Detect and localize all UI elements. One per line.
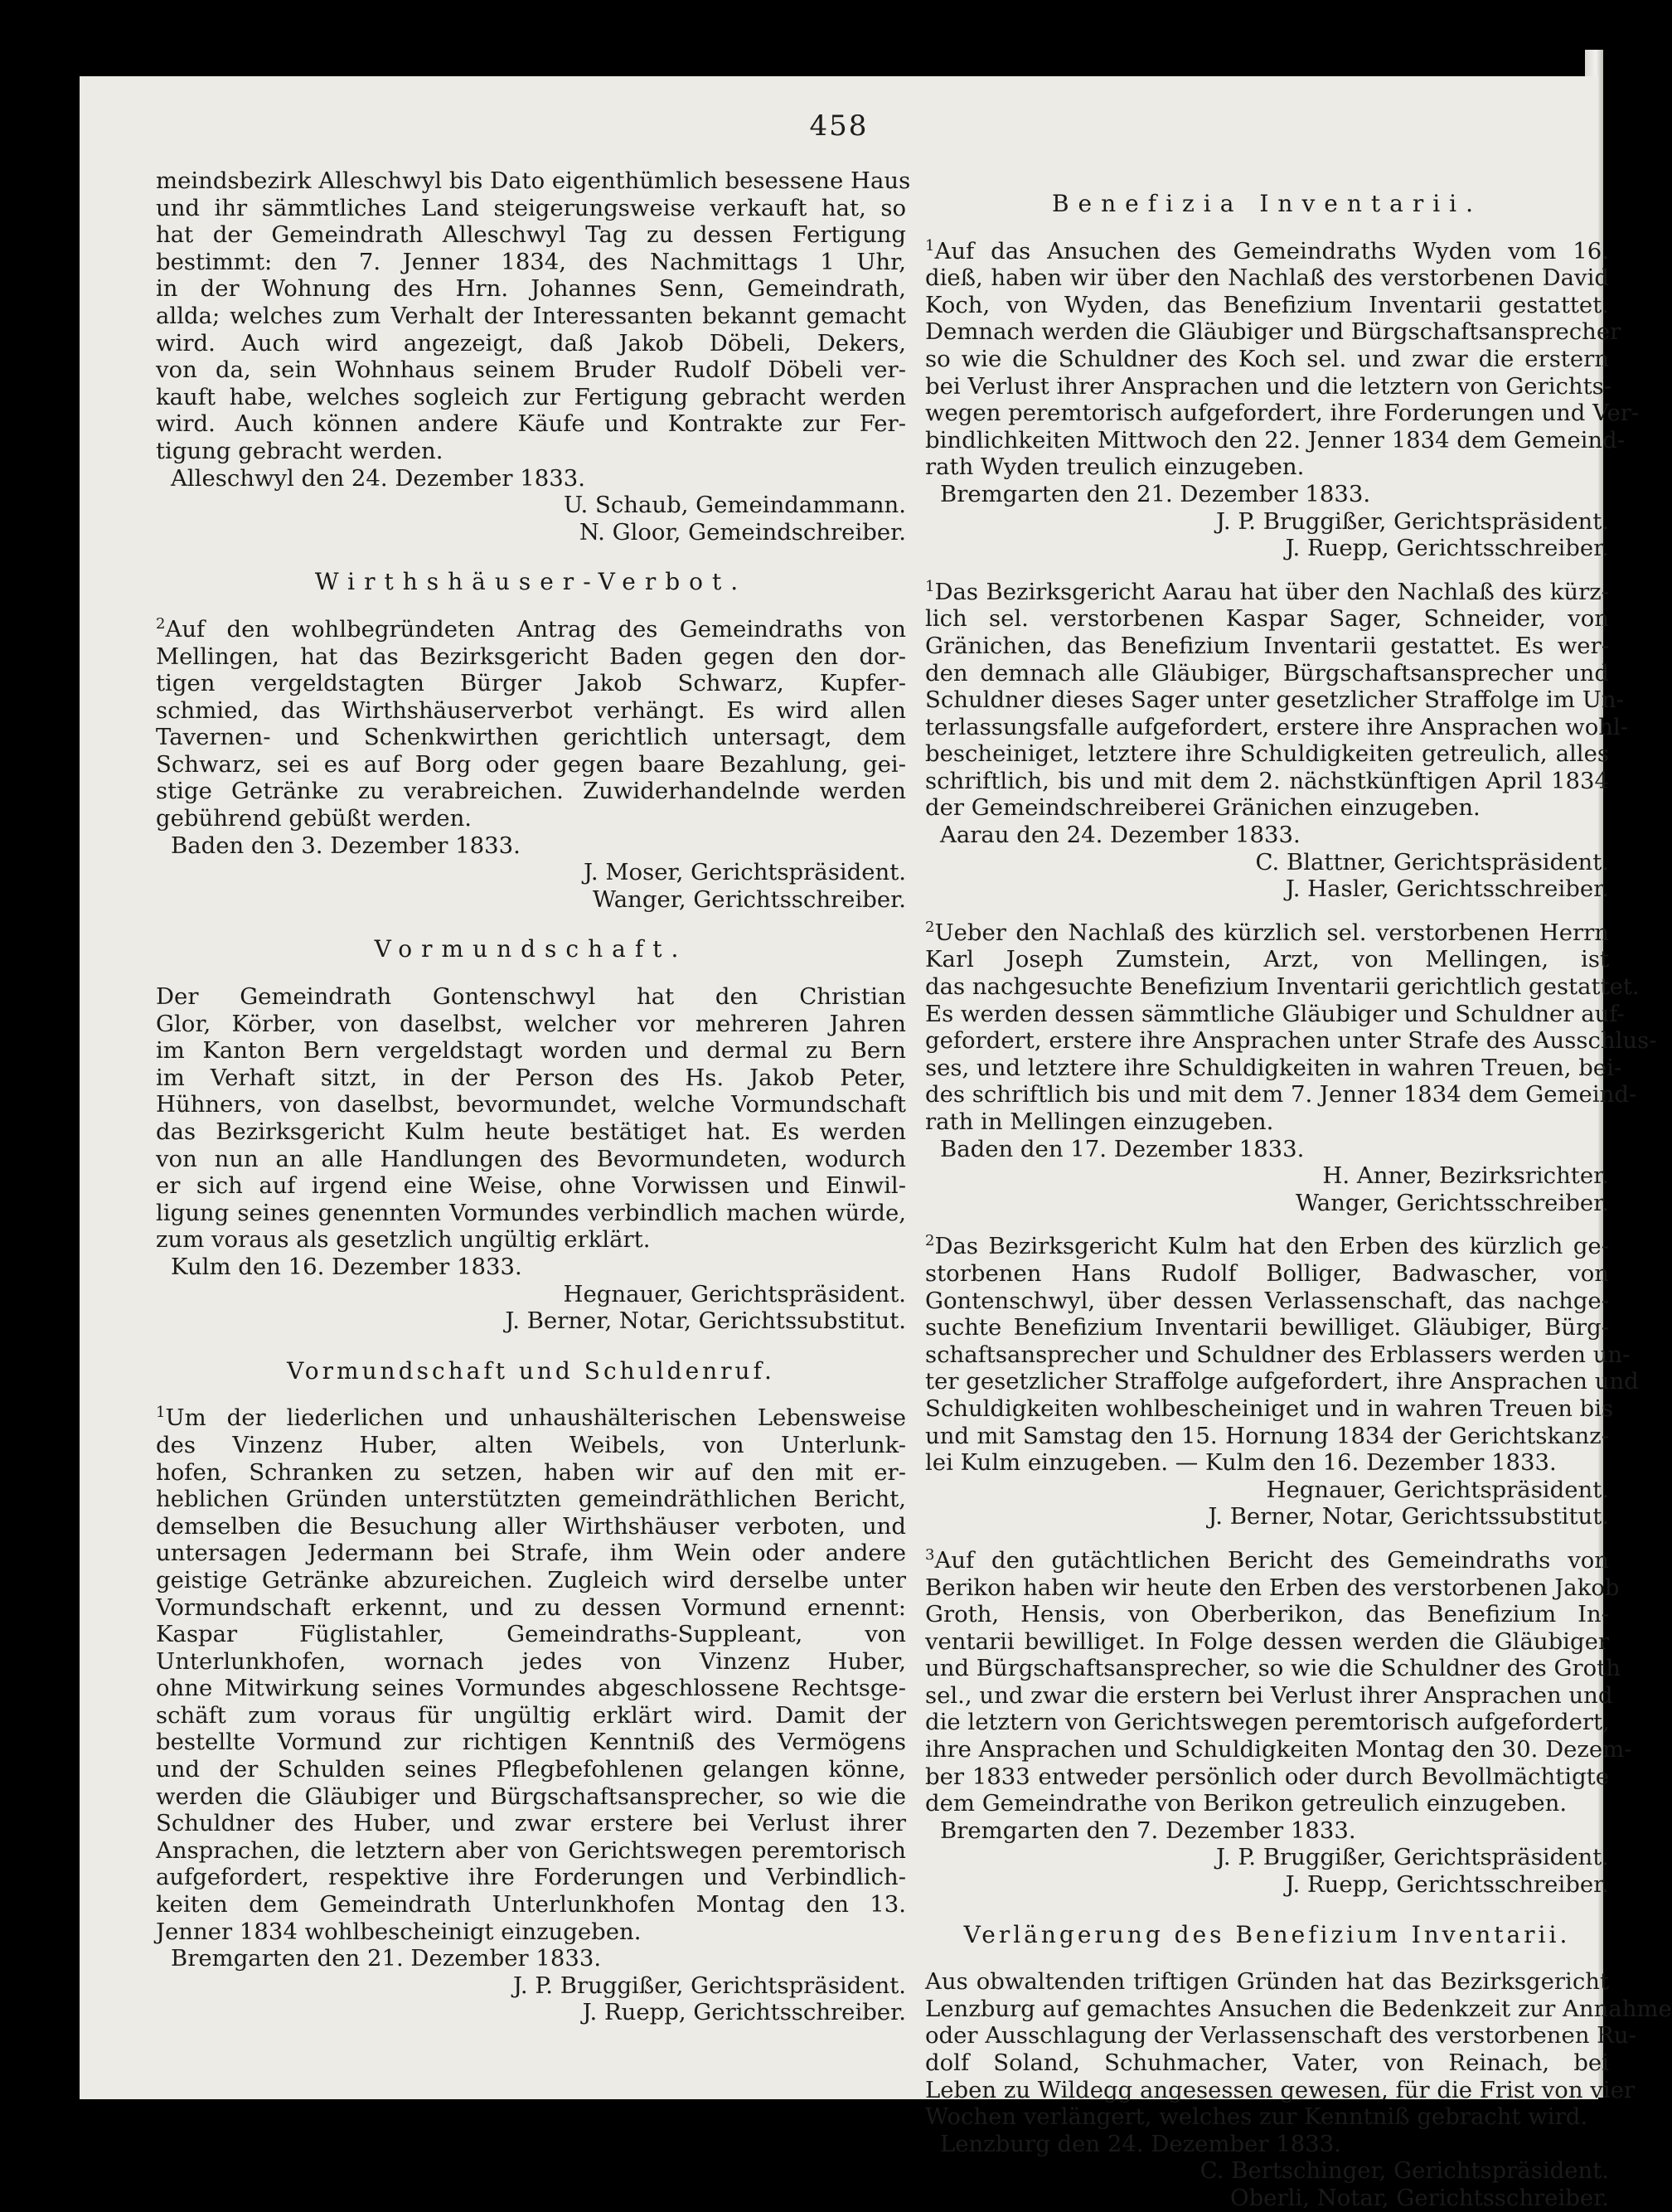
notice-block — [925, 190, 1640, 562]
notice-body — [925, 1545, 1632, 1817]
body-line: lich sel. verstorbenen Kaspar Sager, Schneider, von — [925, 605, 1609, 633]
notice-gap — [925, 562, 1609, 579]
body-line — [925, 919, 1609, 947]
notice-body — [925, 236, 1640, 481]
body-line: er sich auf irgend eine Weise, ohne Vorwissen und Einwil- — [156, 1172, 906, 1200]
body-line: schaftsansprecher und Schuldner des Erblassers werden un- — [925, 1341, 1631, 1368]
notice-body — [925, 918, 1657, 1136]
body-line: und mit Samstag den 15. Hornung 1834 der Gerichtskanz- — [925, 1422, 1609, 1449]
body-line: oder Ausschlagung der Verlassenschaft des verstorbenen Ru- — [925, 2022, 1636, 2049]
signature: C. Bertschinger, Gerichtspräsident. — [1199, 2157, 1609, 2185]
signature: J. P. Bruggißer, Gerichtspräsident. — [1216, 1844, 1609, 1871]
body-line: so wie die Schuldner des Koch sel. und zwar die erstern — [925, 345, 1609, 372]
body-line: dieß, haben wir über den Nachlaß des verstorbenen David — [925, 264, 1609, 292]
body-line: lei Kulm einzugeben. — Kulm den 16. Dezember 1833. — [925, 1449, 1557, 1477]
body-line: Wochen verlängert, welches zur Kenntniß gebracht wird. — [925, 2103, 1588, 2131]
body-line: tigen vergeldstagten Bürger Jakob Schwarz, Kupfer- — [156, 670, 906, 697]
body-line: wird. Auch können andere Käufe und Kontrakte zur Fer- — [156, 410, 906, 438]
body-line: ter gesetzlicher Straffolge aufgefordert, ihre Ansprachen und — [925, 1368, 1639, 1395]
body-line: Schuldigkeiten wohlbescheiniget und in wahren Treuen bis — [925, 1395, 1614, 1422]
body-line: aufgefordert, respektive ihre Forderungen und Verbindlich- — [156, 1864, 906, 1891]
body-line-text: Das Bezirksgericht Kulm hat den Erben des kürzlich ge- — [934, 1233, 1609, 1260]
body-line — [156, 1404, 906, 1432]
body-line: demselben die Besuchung aller Wirthshäuser verboten, und — [156, 1512, 906, 1540]
body-line: heblichen Gründen unterstützten gemeindräthlichen Bericht, — [156, 1486, 906, 1513]
body-line: bei Verlust ihrer Ansprachen und die letztern von Gerichts- — [925, 372, 1612, 400]
body-line: Lenzburg auf gemachtes Ansuchen die Bedenkzeit zur Annahme — [925, 1995, 1672, 2022]
body-line: stige Getränke zu verabreichen. Zuwiderhandelnde werden — [156, 778, 906, 805]
notice-block — [925, 1530, 1632, 1899]
page-number: 458 — [809, 109, 869, 143]
body-line: Unterlunkhofen, wornach jedes von Vinzenz Huber, — [156, 1647, 906, 1675]
signature: Oberli, Notar, Gerichtsschreiber. — [1230, 2184, 1609, 2211]
body-line: im Verhaft sitzt, in der Person des Hs. Jakob Peter, — [156, 1064, 906, 1091]
place-date: Baden den 3. Dezember 1833. — [171, 832, 521, 859]
body-line-text: Auf den gutächtlichen Bericht des Gemeindraths von — [934, 1546, 1609, 1574]
body-line: gefordert, erstere ihre Ansprachen unter Strafe des Ausschlus- — [925, 1027, 1657, 1055]
body-line: rath Wyden treulich einzugeben. — [925, 454, 1305, 481]
body-line: Mellingen, hat das Bezirksgericht Baden gegen den dor- — [156, 643, 906, 670]
body-line-text: Das Bezirksgericht Aarau hat über den Nachlaß des kürz- — [934, 578, 1609, 605]
body-line: des schriftlich bis und mit dem 7. Jenner 1834 dem Gemeind- — [925, 1081, 1637, 1108]
body-line: untersagen Jedermann bei Strafe, ihm Wein oder andere — [156, 1540, 906, 1567]
body-line: keiten dem Gemeindrath Unterlunkhofen Montag den 13. — [156, 1891, 906, 1919]
signature: C. Blattner, Gerichtspräsident. — [1255, 848, 1609, 876]
body-line: suchte Benefizium Inventarii bewilliget. Gläubiger, Bürg- — [925, 1314, 1609, 1341]
place-date: Lenzburg den 24. Dezember 1833. — [940, 2130, 1342, 2157]
signature: U. Schaub, Gemeindammann. — [563, 492, 906, 519]
body-line: der Gemeindschreiberei Gränichen einzugeben. — [925, 794, 1481, 822]
notice-body — [156, 616, 906, 832]
body-line — [925, 1233, 1609, 1260]
body-line: hofen, Schranken zu setzen, haben wir auf den mit er- — [156, 1458, 906, 1486]
body-line: Demnach werden die Gläubiger und Bürgschaftsansprecher — [925, 318, 1621, 346]
signature: J. Ruepp, Gerichtsschreiber. — [582, 1999, 906, 2026]
body-line: Der Gemeindrath Gontenschwyl hat den Christian — [156, 983, 906, 1011]
notice-gap — [925, 903, 1609, 919]
body-line: storbenen Hans Rudolf Bolliger, Badwascher, von — [925, 1259, 1609, 1287]
body-line: ses, und letztere ihre Schuldigkeiten in wahren Treuen, bei- — [925, 1054, 1622, 1081]
signature: Wanger, Gerichtsschreiber. — [1295, 1189, 1609, 1216]
body-line: Karl Joseph Zumstein, Arzt, von Mellingen, ist — [925, 946, 1609, 973]
notice-body — [156, 983, 906, 1254]
body-line: ligung seines genennten Vormundes verbindlich machen würde, — [156, 1199, 906, 1226]
body-line: rath in Mellingen einzugeben. — [925, 1108, 1274, 1135]
body-line: Schwarz, sei es auf Borg oder gegen baare Bezahlung, gei- — [156, 750, 906, 778]
body-line: des Vinzenz Huber, alten Weibels, von Unterlunk- — [156, 1431, 906, 1458]
notice-body — [156, 1404, 906, 1945]
body-line: Ansprachen, die letztern aber von Gerichtswegen peremtorisch — [156, 1836, 906, 1864]
notice-body — [156, 167, 911, 465]
body-line: in der Wohnung des Hrn. Johannes Senn, Gemeindrath, — [156, 275, 906, 303]
notice-number: 2 — [925, 918, 935, 936]
place-date: Aarau den 24. Dezember 1833. — [940, 822, 1301, 849]
body-line-text: Um der liederlichen und unhaushälterischen Lebensweise — [165, 1404, 906, 1432]
notice-number: 1 — [925, 236, 935, 255]
notice-number: 2 — [156, 614, 166, 633]
left-column — [156, 167, 911, 2026]
signature: J. Ruepp, Gerichtsschreiber. — [1285, 535, 1609, 562]
right-column — [925, 167, 1672, 2212]
body-line: Aus obwaltenden triftigen Gründen hat das Bezirksgericht — [925, 1968, 1609, 1996]
body-line: wegen peremtorisch aufgefordert, ihre Forderungen und Ver- — [925, 400, 1640, 427]
body-line — [925, 579, 1609, 606]
signature: J. Ruepp, Gerichtsschreiber. — [1285, 1871, 1609, 1899]
body-line: Schuldner des Huber, und zwar erstere bei Verlust ihrer — [156, 1810, 906, 1837]
body-line-text: Auf das Ansuchen des Gemeindraths Wyden vom 16. — [934, 237, 1609, 264]
body-line: ber 1833 entweder persönlich oder durch Bevollmächtigte — [925, 1763, 1609, 1790]
body-line — [925, 1547, 1609, 1574]
body-line: dolf Soland, Schuhmacher, Vater, von Reinach, bei — [925, 2049, 1609, 2076]
body-line: das Bezirksgericht Kulm heute bestätiget hat. Es werden — [156, 1118, 906, 1145]
body-line: und ihr sämmtliches Land steigerungsweise verkauft hat, so — [156, 194, 906, 221]
signature: H. Anner, Bezirksrichter. — [1322, 1162, 1609, 1190]
signature: J. Hasler, Gerichtsschreiber. — [1285, 876, 1609, 903]
body-line — [156, 616, 906, 643]
body-line: von da, sein Wohnhaus seinem Bruder Rudolf Döbeli ver- — [156, 357, 906, 384]
body-line: im Kanton Bern vergeldstagt worden und dermal zu Bern — [156, 1037, 906, 1065]
body-line: schäft zum voraus für ungültig erklärt wird. Damit der — [156, 1701, 906, 1729]
body-line: Berikon haben wir heute den Erben des verstorbenen Jakob — [925, 1574, 1620, 1601]
body-line: Groth, Hensis, von Oberberikon, das Benefizium In- — [925, 1601, 1609, 1628]
notice-body — [925, 577, 1629, 822]
notice-block — [156, 569, 906, 913]
place-date: Baden den 17. Dezember 1833. — [940, 1135, 1305, 1162]
body-line-text: Auf den wohlbegründeten Antrag des Gemeindraths von — [165, 615, 906, 643]
place-date: Alleschwyl den 24. Dezember 1833. — [171, 464, 586, 492]
notice-block — [156, 1358, 906, 2026]
body-line: den demnach alle Gläubiger, Bürgschaftsansprecher und — [925, 659, 1609, 686]
body-line: schriftlich, bis und mit dem 2. nächstkünftigen April 1834 — [925, 767, 1609, 794]
body-line: von nun an alle Handlungen des Bevormundeten, wodurch — [156, 1145, 906, 1172]
notice-block — [925, 1216, 1639, 1530]
notice-gap — [925, 1216, 1609, 1233]
body-line: Es werden dessen sämmtliche Gläubiger und Schuldner auf- — [925, 1000, 1625, 1027]
place-date: Bremgarten den 21. Dezember 1833. — [940, 480, 1371, 507]
notice-body — [925, 1968, 1672, 2131]
body-line: bestimmt: den 7. Jenner 1834, des Nachmittags 1 Uhr, — [156, 248, 906, 275]
signature: J. Berner, Notar, Gerichtssubstitut. — [1208, 1503, 1609, 1530]
body-line: Vormundschaft erkennt, und zu dessen Vormund ernennt: — [156, 1594, 906, 1621]
body-line — [925, 238, 1609, 265]
body-line: Gontenschwyl, über dessen Verlassenschaft, das nachge- — [925, 1287, 1609, 1314]
notice-number: 1 — [925, 577, 935, 595]
place-date: Bremgarten den 21. Dezember 1833. — [171, 1945, 602, 1972]
signature: Wanger, Gerichtsschreiber. — [592, 885, 906, 913]
body-line: tigung gebracht werden. — [156, 437, 443, 464]
signature: J. P. Bruggißer, Gerichtspräsident. — [1216, 507, 1609, 535]
notice-heading: Wirthshäuser-Verbot. — [314, 568, 748, 596]
body-line: bescheiniget, letztere ihre Schuldigkeiten getreulich, alles — [925, 740, 1609, 768]
body-line: Schuldner dieses Sager unter gesetzlicher Straffolge im Un- — [925, 686, 1624, 714]
notice-heading: Verlängerung des Benefizium Inventarii. — [963, 1920, 1571, 1948]
notice-block — [925, 562, 1629, 903]
notice-heading: Vormundschaft und Schuldenruf. — [287, 1356, 775, 1385]
body-line: zum voraus als gesetzlich ungültig erklärt. — [156, 1226, 651, 1254]
body-line: bestellte Vormund zur richtigen Kenntniß des Vermögens — [156, 1729, 906, 1756]
signature: J. Moser, Gerichtspräsident. — [584, 859, 906, 886]
body-line: sel., und zwar die erstern bei Verlust ihrer Ansprachen und — [925, 1681, 1613, 1709]
signature: Hegnauer, Gerichtspräsident. — [563, 1280, 906, 1307]
body-line: und der Schulden seines Pflegbefohlenen gelangen könne, — [156, 1756, 906, 1783]
notice-block — [925, 1920, 1672, 2212]
notice-block — [156, 936, 906, 1334]
body-line: wird. Auch wird angezeigt, daß Jakob Döbeli, Dekers, — [156, 329, 906, 357]
body-line: die letztern von Gerichtswegen peremtorisch aufgefordert, — [925, 1709, 1610, 1736]
body-line: Jenner 1834 wohlbescheinigt einzugeben. — [156, 1918, 642, 1945]
notice-block — [156, 167, 911, 546]
place-date: Kulm den 16. Dezember 1833. — [171, 1253, 522, 1280]
notice-number: 1 — [156, 1404, 166, 1422]
body-line: ohne Mitwirkung seines Vormundes abgeschlossene Rechtsge- — [156, 1675, 906, 1702]
body-line: kauft habe, welches sogleich zur Fertigung gebracht werden — [156, 383, 906, 410]
body-line: dem Gemeindrathe von Berikon getreulich einzugeben. — [925, 1790, 1568, 1817]
signature: J. P. Bruggißer, Gerichtspräsident. — [513, 1972, 906, 1999]
place-date: Bremgarten den 7. Dezember 1833. — [940, 1817, 1356, 1844]
body-line: Koch, von Wyden, das Benefizium Inventarii gestattet. — [925, 291, 1609, 318]
body-line: geistige Getränke abzureichen. Zugleich wird derselbe unter — [156, 1566, 906, 1594]
notice-block — [925, 903, 1657, 1217]
body-line: Kaspar Füglistahler, Gemeindraths-Suppleant, von — [156, 1621, 906, 1648]
newspaper-page — [80, 76, 1672, 2211]
notice-body — [925, 1232, 1639, 1477]
body-line: gebührend gebüßt werden. — [156, 805, 473, 832]
body-line: allda; welches zum Verhalt der Interessanten bekannt gemacht — [156, 302, 906, 329]
body-line: bindlichkeiten Mittwoch den 22. Jenner 1834 dem Gemeind- — [925, 426, 1626, 454]
body-line: Tavernen- und Schenkwirthen gerichtlich untersagt, dem — [156, 724, 906, 751]
body-line: ihre Ansprachen und Schuldigkeiten Montag den 30. Dezem- — [925, 1736, 1632, 1763]
body-line: Hühners, von daselbst, bevormundet, welche Vormundschaft — [156, 1091, 906, 1118]
body-line: das nachgesuchte Benefizium Inventarii gerichtlich gestattet. — [925, 973, 1640, 1001]
body-line: terlassungsfalle aufgefordert, erstere ihre Ansprachen wohl- — [925, 713, 1629, 740]
body-line: Gränichen, das Benefizium Inventarii gestattet. Es wer- — [925, 632, 1609, 659]
notice-heading: Vormundschaft. — [374, 935, 688, 963]
notice-number: 3 — [925, 1545, 935, 1564]
body-line: und Bürgschaftsansprecher, so wie die Schuldner des Groth — [925, 1655, 1621, 1682]
body-line-text: Ueber den Nachlaß des kürzlich sel. verstorbenen Herrn — [934, 919, 1609, 946]
body-line: Glor, Körber, von daselbst, welcher vor mehreren Jahren — [156, 1010, 906, 1037]
body-line: hat der Gemeindrath Alleschwyl Tag zu dessen Fertigung — [156, 221, 906, 249]
body-line: meindsbezirk Alleschwyl bis Dato eigenthümlich besessene Haus — [156, 167, 911, 194]
notice-number: 2 — [925, 1232, 935, 1250]
notice-heading: Benefizia Inventarii. — [1051, 190, 1483, 217]
signature: J. Berner, Notar, Gerichtssubstitut. — [505, 1307, 906, 1335]
signature: Hegnauer, Gerichtspräsident. — [1266, 1476, 1609, 1503]
body-line: ventarii bewilliget. In Folge dessen werden die Gläubiger — [925, 1627, 1609, 1655]
body-line: Leben zu Wildegg angesessen gewesen, für die Frist von vier — [925, 2076, 1636, 2103]
signature: N. Gloor, Gemeindschreiber. — [579, 518, 906, 546]
notice-gap — [925, 1530, 1609, 1547]
body-line: werden die Gläubiger und Bürgschaftsansprecher, so wie die — [156, 1783, 906, 1810]
body-line: schmied, das Wirthshäuserverbot verhängt. Es wird allen — [156, 696, 906, 724]
